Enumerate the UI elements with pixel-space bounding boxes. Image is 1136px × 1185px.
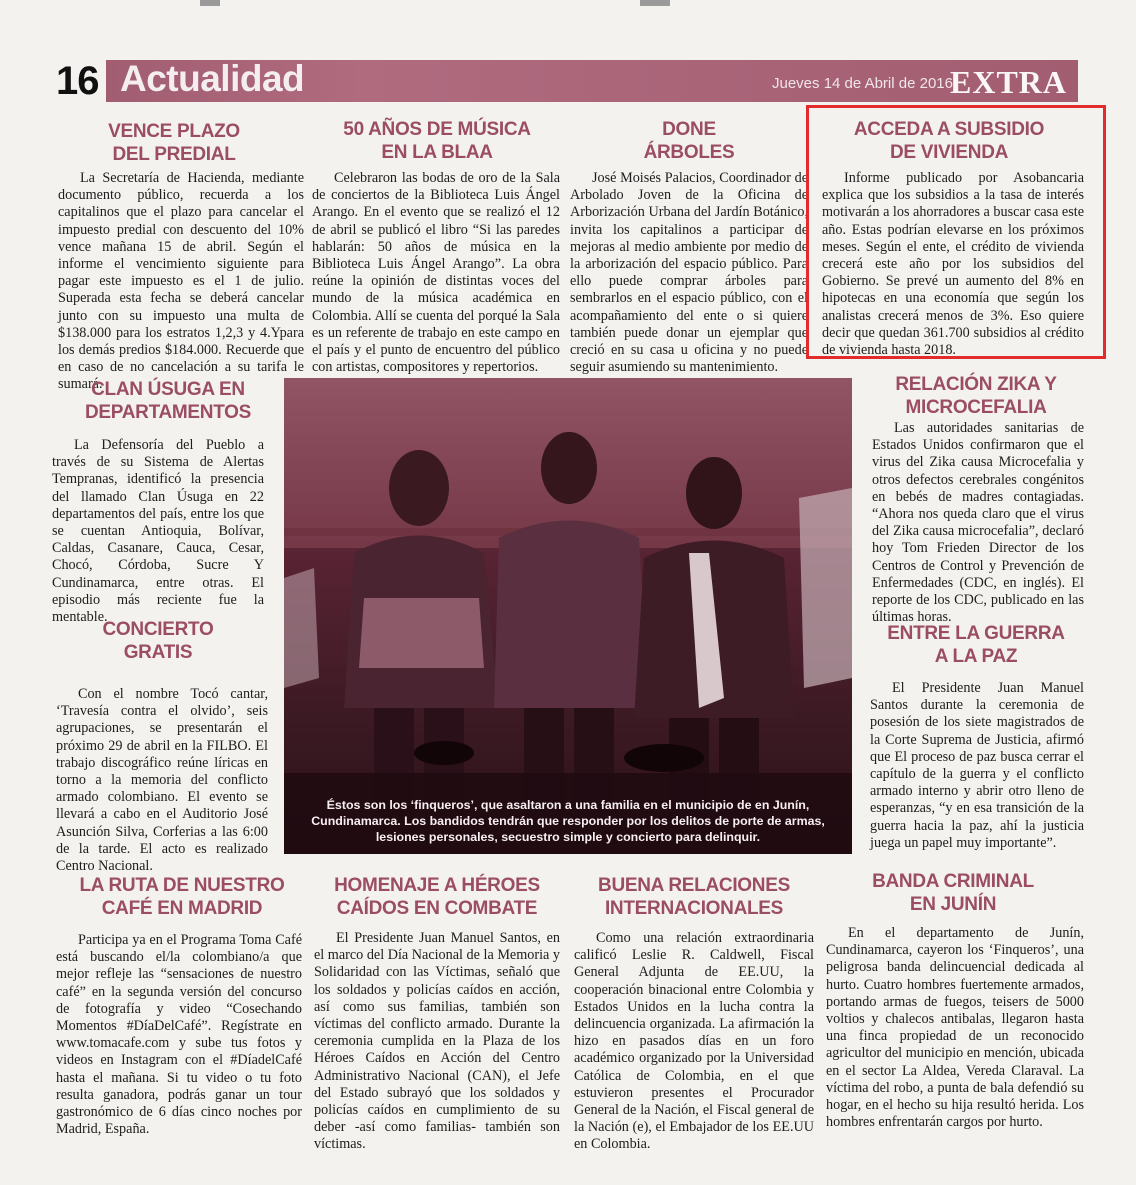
article-text: La Defensoría del Pueblo a través de su Sistema de Alertas Tempranas, identificó la presencia del llamado Clan Úsuga en 22 departamentos del país, entre los que se cuentan Antioquia, Bolívar, Caldas, Casanare, Cauca, Cesar, Chocó, Córdoba, Sucre Y Cundinamarca, entre otras. El episodio más reciente fue la mentable. — [52, 437, 264, 626]
headline-line: INTERNACIONALES — [604, 898, 784, 919]
article-banda — [826, 925, 1084, 1131]
headline-line: MICROCEFALIA — [905, 397, 1047, 418]
headline-line: DEPARTAMENTOS — [84, 402, 252, 423]
headline-line: EN LA BLAA — [381, 142, 493, 163]
newspaper-logo: EXTRA — [950, 64, 1068, 100]
article-text: Celebraron las bodas de oro de la Sala de conciertos de la Biblioteca Luis Ángel Arango. En el evento que se realizó el 12 de abril se publicó el libro “Si las paredes hablarán: 50 años de música en la Biblioteca Luis Ángel Arango”. La obra reúne la opinión de distintas voces del mundo de la música académica en Colombia. Allí se cuenta del porqué la Sala es un referente de trabajo en este campo en el país y el punto de encuentro del público con artistas, compositores y repertorios. — [312, 170, 560, 376]
headline-zika — [866, 373, 1086, 419]
headline-line: RELACIÓN ZIKA Y — [895, 374, 1057, 395]
article-text: Participa ya en el Programa Toma Café está buscando el/la colombiano/a que mejor refleje las “sensaciones de nuestro café” en la segunda versión del concurso de fotografía y video “Cosechando Momentos #DíaDelCafé”. Regístrate en www.tomacafe.com y sube tus fotos y videos en Instagram con el #DíadelCafé hasta el mañana. Si tu video o tu foto resulta ganadora, podrás ganar un tour gastronómico de 6 días cinco noches por Madrid, España. — [56, 932, 302, 1138]
scan-mark — [640, 0, 670, 6]
article-predial — [58, 170, 304, 394]
article-text: El Presidente Juan Manuel Santos, en el marco del Día Nacional de la Memoria y Solidaridad con las Víctimas, señaló que los soldados y policías caídos en acción, así como sus familias, también son víctimas del conflicto armado. Durante la ceremonia cumplida en la Plaza de los Héroes Caídos en Acción del Centro Administrativo Nacional (CAN), el Jefe del Estado subrayó que los soldados y policías caídos en cumplimiento de su deber -así como familias- también son víctimas. — [314, 930, 560, 1153]
headline-line: ÁRBOLES — [643, 142, 735, 163]
headline-arboles — [572, 118, 806, 164]
article-relaciones — [574, 930, 814, 1154]
issue-date: Jueves 14 de Abril de 2016 — [772, 75, 953, 92]
news-photo — [284, 378, 852, 854]
article-arboles — [570, 170, 808, 376]
photo-figures — [284, 378, 852, 854]
article-text: Como una relación extraordinaria calificó Leslie R. Caldwell, Fiscal General Adjunta de EE.UU, la cooperación binacional entre Colombia y Estados Unidos en la lucha contra la delincuencia organizada. La afirmación la hizo en pasados días en un foro académico organizado por la Universidad Católica de Colombia, en el que estuvieron presentes el Procurador General de la Nación, el Fiscal general de la Nación (e), el Embajador de los EE.UU en Colombia. — [574, 930, 814, 1153]
headline-subsidio — [814, 118, 1084, 164]
headline-line: CONCIERTO — [102, 619, 214, 640]
headline-cafe — [58, 874, 306, 920]
headline-clan — [58, 378, 278, 424]
page-number: 16 — [56, 60, 106, 102]
headline-line: CAFÉ EN MADRID — [101, 898, 263, 919]
article-subsidio — [822, 170, 1084, 359]
headline-line: GRATIS — [123, 642, 193, 663]
headline-line: EN JUNÍN — [909, 894, 997, 915]
headline-heroes — [314, 874, 560, 920]
article-clan — [52, 437, 264, 626]
headline-banda — [828, 870, 1078, 916]
headline-line: DE VIVIENDA — [889, 142, 1009, 163]
headline-line: A LA PAZ — [934, 646, 1018, 667]
article-concierto — [56, 686, 268, 875]
headline-line: BANDA CRIMINAL — [872, 871, 1034, 892]
headline-line: 50 AÑOS DE MÚSICA — [343, 119, 531, 140]
article-text: Las autoridades sanitarias de Estados Unidos confirmaron que el virus del Zika causa Microcefalia y otros defectos cerebrales congénitos en bebés de madres contagiadas. “Ahora nos queda claro que el virus del Zika causa microcefalia”, declaró hoy Tom Frieden Director de los Centros de Control y Prevención de Enfermedades (CDC, en inglés). El reporte de los CDC, publicado en las últimas horas. — [872, 420, 1084, 626]
headline-line: BUENA RELACIONES — [598, 875, 790, 896]
headline-line: DONE — [662, 119, 716, 140]
article-text: En el departamento de Junín, Cundinamarca, cayeron los ‘Finqueros’, una peligrosa banda delincuencial dedicada al hurto. Cuatro hombres fuertemente armados, portando armas de fuegos, teisers de 5000 voltios y chalecos antibalas, llegaron hasta una finca propiedad de un reconocido agricultor del municipio en mención, ubicada en el sector La Aldea, Vereda Claraval. La víctima del robo, a punta de bala defendió su hogar, en el hecho su hija resultó herida. Los hombres enfrentarán cargos por hurto. — [826, 925, 1084, 1131]
article-text: La Secretaría de Hacienda, mediante documento público, recuerda a los capitalinos que el plazo para cancelar el impuesto predial con descuento del 10% vence mañana 15 de abril. Según el informe el vencimiento siguiente para pagar este impuesto es el 1 de julio. Superada esta fecha se deberá cancelar junto con su impuesto una multa de $138.000 para los estratos 1,2,3 y 4.Ypara los demás predios $184.000. Recuerde que en caso de no cancelación a su tarifa le sumará. — [58, 170, 304, 393]
headline-predial — [58, 120, 290, 166]
photo-caption: Éstos son los ‘finqueros’, que asaltaron a una familia en el municipio de en Junín, Cundinamarca. Los bandidos tendrán que responder por los delitos de porte de armas, lesiones personales, secuestro simple y concierto para delinquir. — [311, 798, 825, 844]
headline-line: VENCE PLAZO — [108, 121, 240, 142]
headline-paz — [866, 622, 1086, 668]
headline-musica — [316, 118, 558, 164]
article-heroes — [314, 930, 560, 1154]
article-text: El Presidente Juan Manuel Santos durante la ceremonia de posesión de los siete magistrados de la Corte Suprema de Justicia, afirmó que El proceso de paz busca cerrar el capítulo de la guerra y el conflicto armado interno y abrir otro lleno de esperanzas, “y en esa transición de la guerra hacia la paz, ahí la justicia juega un papel muy importante”. — [870, 680, 1084, 851]
headline-line: CAÍDOS EN COMBATE — [336, 898, 538, 919]
article-text: Con el nombre Tocó cantar, ‘Travesía contra el olvido’, seis agrupaciones, se presentarán el próximo 29 de abril en la FILBO. El trabajo discográfico reúne líricas en torno a la memoria del conflicto armado colombiano. El evento se llevará a cabo en el Auditorio José Asunción Silva, Corferias a las 6:00 de la tarde. El acto es realizado Centro Nacional. — [56, 686, 268, 875]
article-text: Informe publicado por Asobancaria explica que los subsidios a la tasa de interés motivarán a los ahorradores a buscar casa este año. Estas podrían elevarse en los próximos meses. Según el ente, el crédito de vivienda crecerá este año por los subsidios del Gobierno. Se prevé un aumento del 8% en hipotecas en una economía que según los analistas crecerá menos de 3%. Eso quiere decir que quedan 361.700 subsidios al crédito de vivienda hasta 2018. — [822, 170, 1084, 359]
article-text: José Moisés Palacios, Coordinador de Arbolado Joven de la Oficina de Arborización Urbana del Jardín Botánico, invita los capitalinos a participar de mejoras al medio ambiente por medio de la arborización del espacio público. Para ello puede comprar árboles para sembrarlos en el espacio público, con el acompañamiento del ente o si quiere también puede donar un ejemplar que creció en su casa u oficina y no puede seguir asumiendo su mantenimiento. — [570, 170, 808, 376]
headline-line: LA RUTA DE NUESTRO — [79, 875, 285, 896]
article-zika — [872, 420, 1084, 626]
article-musica — [312, 170, 560, 376]
headline-concierto — [58, 618, 258, 664]
article-paz — [870, 680, 1084, 852]
headline-line: DEL PREDIAL — [112, 144, 236, 165]
headline-line: HOMENAJE A HÉROES — [334, 875, 540, 896]
headline-relaciones — [572, 874, 816, 920]
scan-mark — [200, 0, 220, 6]
headline-line: CLAN ÚSUGA EN — [91, 379, 245, 400]
headline-line: ACCEDA A SUBSIDIO — [853, 119, 1045, 140]
section-title: Actualidad — [120, 58, 305, 99]
headline-line: ENTRE LA GUERRA — [887, 623, 1065, 644]
article-cafe — [56, 932, 302, 1138]
